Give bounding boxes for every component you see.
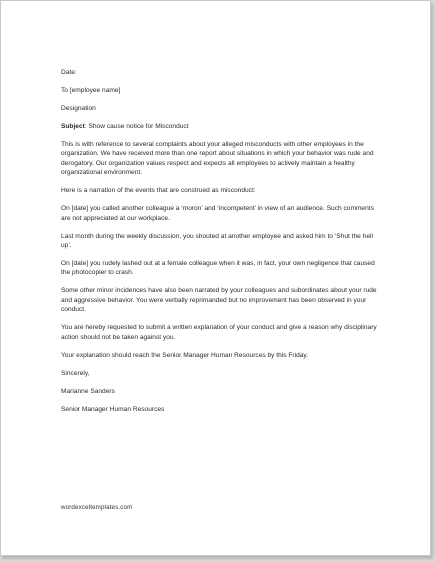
paragraph-event-2: Last month during the weekly discussion, you shouted at another employee and asked him to ‘Shut the hell up’. (61, 232, 373, 250)
recipient-line: To [employee name] (61, 87, 121, 94)
subject-text: : Show cause notice for Misconduct (84, 123, 189, 130)
paragraph-intro: This is with reference to several complaints about your alleged misconducts with other employees in the organization. We have received more than one report about situations in which your behavior was rude and derogatory. Our organization values respect and expects all employees to actively maintain a healthy organizational environment. (61, 141, 374, 177)
date-line: Date: (61, 69, 77, 76)
letter-body (61, 68, 381, 423)
footer-website: wordexceltemplates.com (61, 504, 133, 511)
designation-line: Designation (61, 105, 96, 112)
paragraph-deadline: Your explanation should reach the Senior Manager Human Resources by this Friday. (61, 351, 309, 359)
signer-name: Marianne Sanders (61, 387, 115, 395)
subject-label: Subject (61, 123, 85, 130)
paragraph-event-1: On [date] you called another colleague a ‘moron’ and ‘incompetent’ in view of an audience. Such comments are not appreciated at our workplace. (61, 205, 374, 222)
paragraph-narration: Here is a narration of the events that are construed as misconduct: (61, 187, 256, 195)
paragraph-other-incidences: Some other minor incidences have also been narrated by your colleagues and subordinates about your rude and aggressive behavior. You were verbally reprimanded but no improvement has been observed in your conduct. (61, 287, 377, 314)
signer-title: Senior Manager Human Resources (61, 405, 165, 413)
subject-line (61, 122, 381, 131)
closing-line: Sincerely, (61, 369, 90, 377)
paragraph-request: You are hereby requested to submit a written explanation of your conduct and give a reason why disciplinary action should not be taken against you. (61, 324, 377, 341)
paragraph-event-3: On [date] you rudely lashed out at a female colleague when it was, in fact, your own negligence that caused the photocopier to crash. (61, 260, 375, 277)
